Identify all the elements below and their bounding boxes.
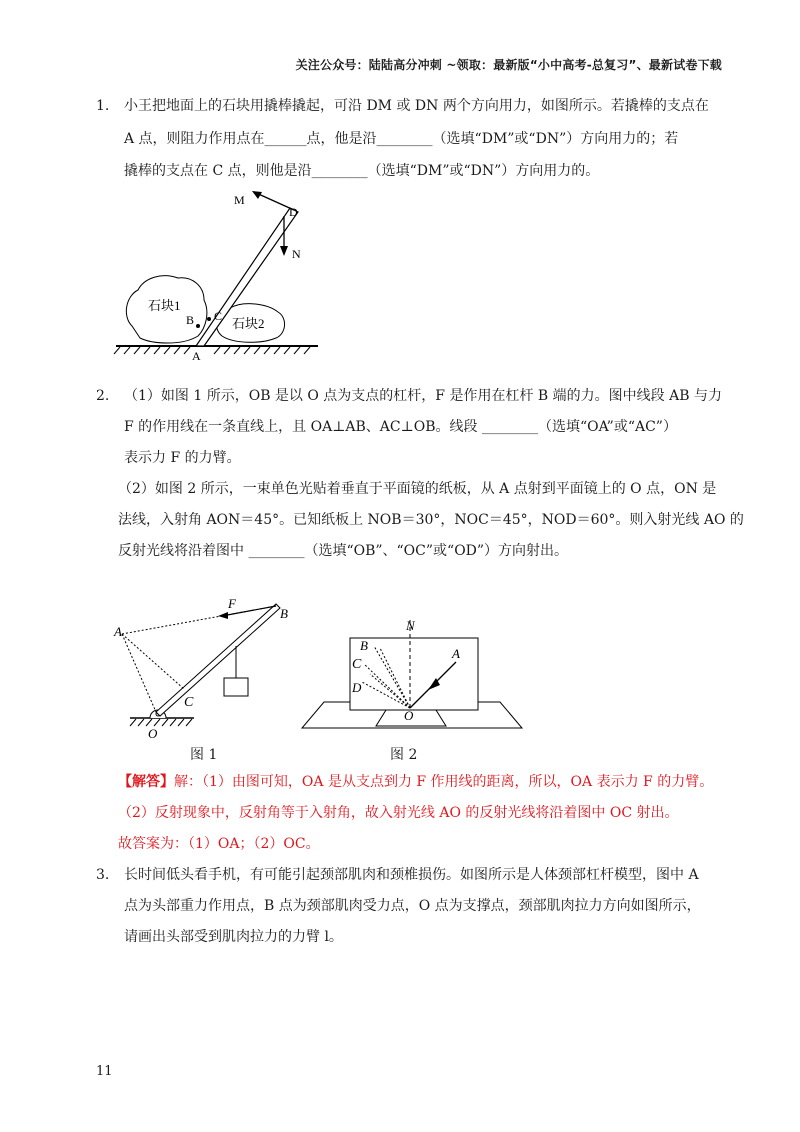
label-A: A [452, 646, 460, 661]
label-C: C [214, 309, 223, 323]
q2-answer-line3: 故答案为：（1）OA；（2）OC。 [118, 836, 320, 852]
q3-line3: 请画出头部受到肌肉拉力的力臂 l。 [124, 929, 343, 945]
q2-answer-line1 [118, 767, 713, 798]
q1-line1: 小王把地面上的石块用撬棒撬起，可沿 DM 或 DN 两个方向用力，如图所示。若撬棒的支点在 [124, 98, 709, 114]
label-B: B [186, 313, 195, 327]
label-B: B [280, 606, 288, 621]
q2-line2: F 的作用线在一条直线上，且 OA⊥AB、AC⊥OB。线段 ________（选填“OA”或“AC”） [124, 419, 677, 435]
label-B: B [360, 638, 368, 653]
label-stone1: 石块1 [148, 298, 181, 313]
label-C: C [184, 695, 194, 710]
lever-OB [156, 604, 280, 716]
q1-number: 1. [96, 98, 110, 114]
q2-figure-2-mirror [300, 618, 530, 738]
answer-tag: 【解答】 [118, 774, 174, 790]
page-number: 11 [96, 1064, 113, 1079]
answer-text-1: 解：（1）由图可知，OA 是从支点到力 F 作用线的距离，所以，OA 表示力 F 的力臂。 [174, 774, 714, 790]
label-stone2: 石块2 [232, 316, 265, 331]
q2-number: 2. [96, 388, 110, 404]
label-C: C [352, 657, 362, 672]
q2-line6: 反射光线将沿着图中 ________（选填“OB”、“OC”或“OD”）方向射出。 [118, 543, 569, 559]
q3-line2: 点为头部重力作用点，B 点为颈部肌肉受力点，O 点为支撑点，颈部肌肉拉力方向如图所示， [124, 898, 701, 914]
label-N: N [292, 247, 301, 261]
label-F: F [228, 596, 236, 611]
q2-line4: （2）如图 2 所示，一束单色光贴着垂直于平面镜的纸板，从 A 点射到平面镜上的 O 点，ON 是 [118, 481, 717, 497]
q2-line5: 法线，入射角 AON＝45°。已知纸板上 NOB＝30°，NOC＝45°，NOD＝60°。则入射光线 AO 的 [118, 512, 744, 528]
label-A: A [192, 349, 201, 363]
label-O: O [404, 708, 414, 723]
figure-2-caption: 图 2 [390, 747, 418, 763]
q2-figure-1-lever [110, 594, 300, 744]
label-M: M [234, 193, 245, 207]
figure-1-caption: 图 1 [190, 747, 218, 763]
label-D: D [352, 680, 362, 695]
q2-line3: 表示力 F 的力臂。 [124, 450, 241, 466]
q2-line1: （1）如图 1 所示，OB 是以 O 点为支点的杠杆，F 是作用在杠杆 B 端的力。图中线段 AB 与力 [124, 388, 722, 404]
q1-line2: A 点，则阻力作用点在______点，他是沿________（选填“DM”或“DN”）方向用力的；若 [124, 131, 679, 147]
q1-figure-crowbar [112, 186, 332, 366]
label-O: O [148, 726, 158, 741]
label-D: D [289, 205, 298, 219]
q3-line1: 长时间低头看手机，有可能引起颈部肌肉和颈椎损伤。如图所示是人体颈部杠杆模型，图中 A [124, 867, 699, 883]
label-A: A [114, 624, 122, 639]
q2-answer-line2: （2）反射现象中，反射角等于入射角，故入射光线 AO 的反射光线将沿着图中 OC 射出。 [118, 805, 679, 821]
label-N: N [406, 618, 415, 633]
q3-number: 3. [96, 867, 110, 883]
q1-line3: 撬棒的支点在 C 点，则他是沿________（选填“DM”或“DN”）方向用力的。 [124, 163, 600, 179]
page-header: 关注公众号：陆陆高分冲刺 ~领取：最新版“小中高考-总复习”、最新试卷下载 [295, 58, 722, 72]
hanging-weight [224, 678, 248, 696]
